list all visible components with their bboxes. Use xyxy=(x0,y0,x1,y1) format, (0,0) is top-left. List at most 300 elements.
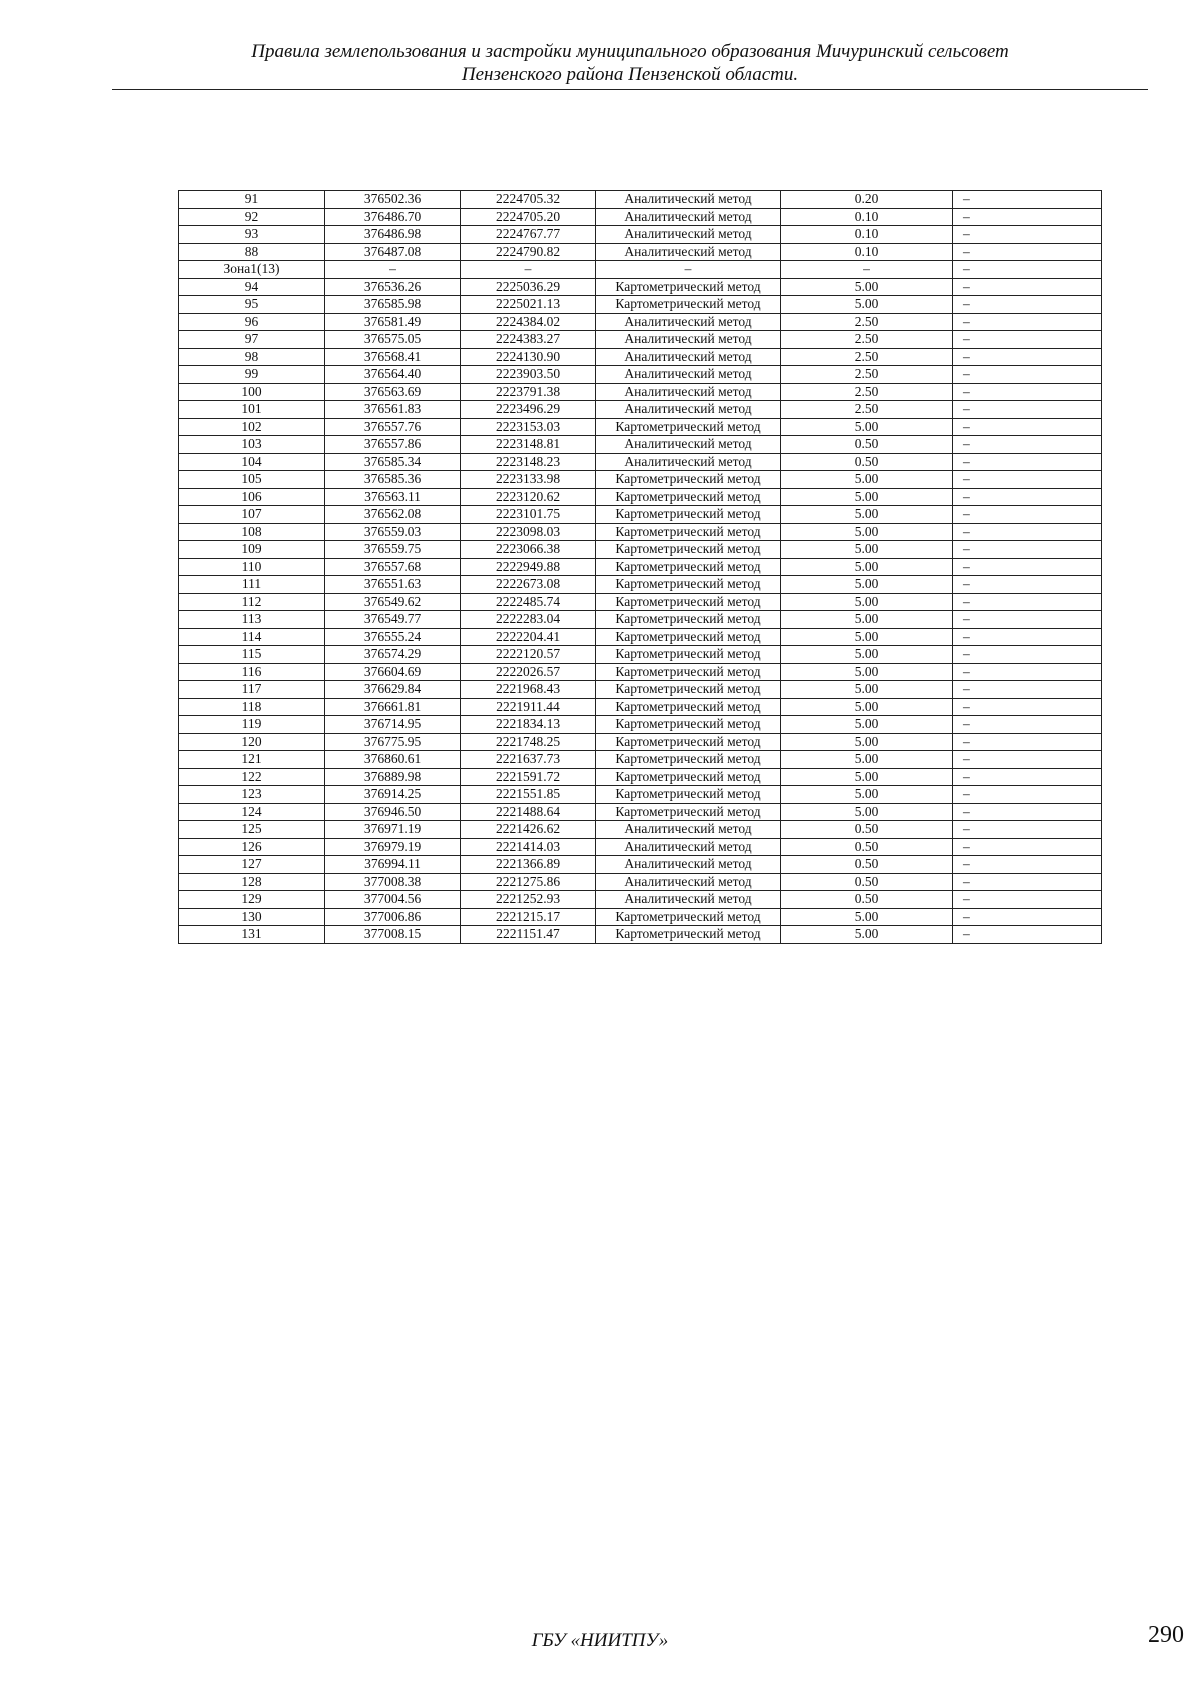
accuracy-cell: 5.00 xyxy=(781,751,953,769)
note-cell: – xyxy=(953,908,1102,926)
point-number-cell: 117 xyxy=(179,681,325,699)
accuracy-cell: 5.00 xyxy=(781,628,953,646)
x-coordinate-cell: 376979.19 xyxy=(325,838,461,856)
method-cell: Картометрический метод xyxy=(596,768,781,786)
accuracy-cell: 2.50 xyxy=(781,383,953,401)
x-coordinate-cell: 376559.03 xyxy=(325,523,461,541)
coordinates-table xyxy=(178,190,1102,944)
method-cell: Аналитический метод xyxy=(596,243,781,261)
y-coordinate-cell: 2221252.93 xyxy=(461,891,596,909)
x-coordinate-cell: 376561.83 xyxy=(325,401,461,419)
accuracy-cell: 0.50 xyxy=(781,891,953,909)
method-cell: Картометрический метод xyxy=(596,558,781,576)
method-cell: Картометрический метод xyxy=(596,593,781,611)
note-cell: – xyxy=(953,506,1102,524)
x-coordinate-cell: 377006.86 xyxy=(325,908,461,926)
point-number-cell: 121 xyxy=(179,751,325,769)
x-coordinate-cell: 376486.70 xyxy=(325,208,461,226)
accuracy-cell: 5.00 xyxy=(781,296,953,314)
note-cell: – xyxy=(953,366,1102,384)
table-row xyxy=(179,891,1102,909)
point-number-cell: 116 xyxy=(179,663,325,681)
x-coordinate-cell: 376629.84 xyxy=(325,681,461,699)
note-cell: – xyxy=(953,331,1102,349)
accuracy-cell: 5.00 xyxy=(781,418,953,436)
note-cell: – xyxy=(953,313,1102,331)
method-cell: Аналитический метод xyxy=(596,383,781,401)
table-row xyxy=(179,593,1102,611)
y-coordinate-cell: 2221414.03 xyxy=(461,838,596,856)
method-cell: Картометрический метод xyxy=(596,803,781,821)
y-coordinate-cell: 2223496.29 xyxy=(461,401,596,419)
y-coordinate-cell: 2221275.86 xyxy=(461,873,596,891)
x-coordinate-cell: 376775.95 xyxy=(325,733,461,751)
y-coordinate-cell: 2222673.08 xyxy=(461,576,596,594)
accuracy-cell: 0.10 xyxy=(781,243,953,261)
y-coordinate-cell: 2223148.23 xyxy=(461,453,596,471)
note-cell: – xyxy=(953,768,1102,786)
point-number-cell: 106 xyxy=(179,488,325,506)
method-cell: Аналитический метод xyxy=(596,366,781,384)
x-coordinate-cell: 376575.05 xyxy=(325,331,461,349)
point-number-cell: Зона1(13) xyxy=(179,261,325,279)
method-cell: Картометрический метод xyxy=(596,576,781,594)
accuracy-cell: 0.50 xyxy=(781,873,953,891)
point-number-cell: 123 xyxy=(179,786,325,804)
table-row xyxy=(179,401,1102,419)
point-number-cell: 111 xyxy=(179,576,325,594)
method-cell: Аналитический метод xyxy=(596,226,781,244)
point-number-cell: 94 xyxy=(179,278,325,296)
y-coordinate-cell: 2224130.90 xyxy=(461,348,596,366)
header-title-line1: Правила землепользования и застройки муниципального образования Мичуринский сельсовет xyxy=(251,41,1009,62)
x-coordinate-cell: 376562.08 xyxy=(325,506,461,524)
table-row xyxy=(179,261,1102,279)
point-number-cell: 124 xyxy=(179,803,325,821)
accuracy-cell: 5.00 xyxy=(781,663,953,681)
method-cell: Картометрический метод xyxy=(596,471,781,489)
x-coordinate-cell: 376551.63 xyxy=(325,576,461,594)
method-cell: Картометрический метод xyxy=(596,418,781,436)
point-number-cell: 95 xyxy=(179,296,325,314)
table-row xyxy=(179,663,1102,681)
y-coordinate-cell: 2222283.04 xyxy=(461,611,596,629)
accuracy-cell: 5.00 xyxy=(781,593,953,611)
accuracy-cell: 0.50 xyxy=(781,838,953,856)
table-row xyxy=(179,908,1102,926)
table-row xyxy=(179,191,1102,209)
note-cell: – xyxy=(953,208,1102,226)
table-row xyxy=(179,681,1102,699)
table-row xyxy=(179,646,1102,664)
y-coordinate-cell: 2221551.85 xyxy=(461,786,596,804)
accuracy-cell: 5.00 xyxy=(781,716,953,734)
y-coordinate-cell: 2221911.44 xyxy=(461,698,596,716)
x-coordinate-cell: 376714.95 xyxy=(325,716,461,734)
accuracy-cell: 0.20 xyxy=(781,191,953,209)
method-cell: Картометрический метод xyxy=(596,506,781,524)
point-number-cell: 127 xyxy=(179,856,325,874)
table-row xyxy=(179,541,1102,559)
accuracy-cell: 0.10 xyxy=(781,208,953,226)
y-coordinate-cell: 2223133.98 xyxy=(461,471,596,489)
x-coordinate-cell: 376502.36 xyxy=(325,191,461,209)
method-cell: Картометрический метод xyxy=(596,541,781,559)
table-row xyxy=(179,733,1102,751)
y-coordinate-cell: 2221215.17 xyxy=(461,908,596,926)
x-coordinate-cell: 376557.68 xyxy=(325,558,461,576)
x-coordinate-cell: 376563.11 xyxy=(325,488,461,506)
header-divider xyxy=(112,89,1148,90)
point-number-cell: 91 xyxy=(179,191,325,209)
note-cell: – xyxy=(953,418,1102,436)
note-cell: – xyxy=(953,611,1102,629)
x-coordinate-cell: 376557.76 xyxy=(325,418,461,436)
point-number-cell: 88 xyxy=(179,243,325,261)
y-coordinate-cell: 2223098.03 xyxy=(461,523,596,541)
accuracy-cell: 5.00 xyxy=(781,471,953,489)
table-row xyxy=(179,838,1102,856)
method-cell: Картометрический метод xyxy=(596,628,781,646)
x-coordinate-cell: 376574.29 xyxy=(325,646,461,664)
table-row xyxy=(179,243,1102,261)
accuracy-cell: 5.00 xyxy=(781,611,953,629)
accuracy-cell: – xyxy=(781,261,953,279)
point-number-cell: 114 xyxy=(179,628,325,646)
y-coordinate-cell: 2222204.41 xyxy=(461,628,596,646)
method-cell: Аналитический метод xyxy=(596,821,781,839)
note-cell: – xyxy=(953,383,1102,401)
note-cell: – xyxy=(953,873,1102,891)
table-row xyxy=(179,208,1102,226)
accuracy-cell: 5.00 xyxy=(781,803,953,821)
note-cell: – xyxy=(953,838,1102,856)
y-coordinate-cell: 2224705.20 xyxy=(461,208,596,226)
accuracy-cell: 5.00 xyxy=(781,488,953,506)
table-row xyxy=(179,506,1102,524)
x-coordinate-cell: – xyxy=(325,261,461,279)
table-row xyxy=(179,313,1102,331)
accuracy-cell: 0.50 xyxy=(781,856,953,874)
table-row xyxy=(179,348,1102,366)
note-cell: – xyxy=(953,628,1102,646)
accuracy-cell: 5.00 xyxy=(781,733,953,751)
x-coordinate-cell: 376555.24 xyxy=(325,628,461,646)
y-coordinate-cell: 2222949.88 xyxy=(461,558,596,576)
point-number-cell: 93 xyxy=(179,226,325,244)
note-cell: – xyxy=(953,786,1102,804)
note-cell: – xyxy=(953,751,1102,769)
point-number-cell: 130 xyxy=(179,908,325,926)
table-row xyxy=(179,226,1102,244)
method-cell: Аналитический метод xyxy=(596,313,781,331)
x-coordinate-cell: 376563.69 xyxy=(325,383,461,401)
method-cell: Аналитический метод xyxy=(596,453,781,471)
point-number-cell: 109 xyxy=(179,541,325,559)
y-coordinate-cell: 2224767.77 xyxy=(461,226,596,244)
note-cell: – xyxy=(953,891,1102,909)
table-row xyxy=(179,331,1102,349)
accuracy-cell: 0.50 xyxy=(781,436,953,454)
document-header xyxy=(112,40,1148,86)
x-coordinate-cell: 376568.41 xyxy=(325,348,461,366)
table-row xyxy=(179,383,1102,401)
point-number-cell: 128 xyxy=(179,873,325,891)
table-row xyxy=(179,523,1102,541)
table-row xyxy=(179,471,1102,489)
accuracy-cell: 5.00 xyxy=(781,558,953,576)
accuracy-cell: 2.50 xyxy=(781,331,953,349)
accuracy-cell: 5.00 xyxy=(781,698,953,716)
y-coordinate-cell: 2223903.50 xyxy=(461,366,596,384)
method-cell: Картометрический метод xyxy=(596,646,781,664)
accuracy-cell: 2.50 xyxy=(781,348,953,366)
y-coordinate-cell: 2221591.72 xyxy=(461,768,596,786)
method-cell: Аналитический метод xyxy=(596,856,781,874)
accuracy-cell: 5.00 xyxy=(781,908,953,926)
x-coordinate-cell: 376564.40 xyxy=(325,366,461,384)
table-row xyxy=(179,751,1102,769)
x-coordinate-cell: 376585.36 xyxy=(325,471,461,489)
y-coordinate-cell: 2224705.32 xyxy=(461,191,596,209)
point-number-cell: 92 xyxy=(179,208,325,226)
x-coordinate-cell: 376486.98 xyxy=(325,226,461,244)
x-coordinate-cell: 377008.15 xyxy=(325,926,461,944)
note-cell: – xyxy=(953,243,1102,261)
method-cell: Картометрический метод xyxy=(596,716,781,734)
note-cell: – xyxy=(953,523,1102,541)
point-number-cell: 101 xyxy=(179,401,325,419)
method-cell: Аналитический метод xyxy=(596,191,781,209)
y-coordinate-cell: 2223066.38 xyxy=(461,541,596,559)
accuracy-cell: 5.00 xyxy=(781,768,953,786)
accuracy-cell: 0.50 xyxy=(781,453,953,471)
note-cell: – xyxy=(953,681,1102,699)
point-number-cell: 126 xyxy=(179,838,325,856)
point-number-cell: 99 xyxy=(179,366,325,384)
note-cell: – xyxy=(953,488,1102,506)
point-number-cell: 115 xyxy=(179,646,325,664)
table-row xyxy=(179,821,1102,839)
table-row xyxy=(179,856,1102,874)
note-cell: – xyxy=(953,296,1102,314)
y-coordinate-cell: 2222485.74 xyxy=(461,593,596,611)
y-coordinate-cell: 2221426.62 xyxy=(461,821,596,839)
note-cell: – xyxy=(953,576,1102,594)
table-row xyxy=(179,786,1102,804)
accuracy-cell: 5.00 xyxy=(781,576,953,594)
table-row xyxy=(179,716,1102,734)
note-cell: – xyxy=(953,716,1102,734)
x-coordinate-cell: 376487.08 xyxy=(325,243,461,261)
note-cell: – xyxy=(953,541,1102,559)
accuracy-cell: 2.50 xyxy=(781,366,953,384)
point-number-cell: 100 xyxy=(179,383,325,401)
y-coordinate-cell: 2221968.43 xyxy=(461,681,596,699)
accuracy-cell: 2.50 xyxy=(781,401,953,419)
note-cell: – xyxy=(953,663,1102,681)
x-coordinate-cell: 376994.11 xyxy=(325,856,461,874)
table-row xyxy=(179,488,1102,506)
table-row xyxy=(179,628,1102,646)
point-number-cell: 103 xyxy=(179,436,325,454)
note-cell: – xyxy=(953,856,1102,874)
accuracy-cell: 5.00 xyxy=(781,646,953,664)
method-cell: Картометрический метод xyxy=(596,488,781,506)
note-cell: – xyxy=(953,453,1102,471)
note-cell: – xyxy=(953,821,1102,839)
x-coordinate-cell: 376549.62 xyxy=(325,593,461,611)
table-row xyxy=(179,698,1102,716)
method-cell: Картометрический метод xyxy=(596,698,781,716)
y-coordinate-cell: 2225021.13 xyxy=(461,296,596,314)
table-row xyxy=(179,611,1102,629)
method-cell: Аналитический метод xyxy=(596,838,781,856)
footer-organization: ГБУ «НИИТПУ» xyxy=(531,1630,669,1651)
note-cell: – xyxy=(953,803,1102,821)
y-coordinate-cell: 2221366.89 xyxy=(461,856,596,874)
point-number-cell: 122 xyxy=(179,768,325,786)
table-row xyxy=(179,453,1102,471)
point-number-cell: 108 xyxy=(179,523,325,541)
table-row xyxy=(179,366,1102,384)
note-cell: – xyxy=(953,733,1102,751)
note-cell: – xyxy=(953,436,1102,454)
table-row xyxy=(179,576,1102,594)
x-coordinate-cell: 376559.75 xyxy=(325,541,461,559)
y-coordinate-cell: 2225036.29 xyxy=(461,278,596,296)
coordinates-table-body xyxy=(179,191,1102,944)
point-number-cell: 102 xyxy=(179,418,325,436)
x-coordinate-cell: 377004.56 xyxy=(325,891,461,909)
y-coordinate-cell: 2223148.81 xyxy=(461,436,596,454)
table-row xyxy=(179,436,1102,454)
x-coordinate-cell: 376581.49 xyxy=(325,313,461,331)
accuracy-cell: 5.00 xyxy=(781,681,953,699)
x-coordinate-cell: 376661.81 xyxy=(325,698,461,716)
y-coordinate-cell: 2223153.03 xyxy=(461,418,596,436)
method-cell: Картометрический метод xyxy=(596,278,781,296)
accuracy-cell: 0.10 xyxy=(781,226,953,244)
x-coordinate-cell: 376557.86 xyxy=(325,436,461,454)
point-number-cell: 120 xyxy=(179,733,325,751)
method-cell: Картометрический метод xyxy=(596,751,781,769)
point-number-cell: 105 xyxy=(179,471,325,489)
note-cell: – xyxy=(953,278,1102,296)
table-row xyxy=(179,803,1102,821)
accuracy-cell: 5.00 xyxy=(781,541,953,559)
x-coordinate-cell: 376914.25 xyxy=(325,786,461,804)
method-cell: Картометрический метод xyxy=(596,786,781,804)
y-coordinate-cell: 2221637.73 xyxy=(461,751,596,769)
y-coordinate-cell: 2221834.13 xyxy=(461,716,596,734)
table-row xyxy=(179,296,1102,314)
x-coordinate-cell: 376604.69 xyxy=(325,663,461,681)
note-cell: – xyxy=(953,261,1102,279)
method-cell: Картометрический метод xyxy=(596,733,781,751)
y-coordinate-cell: 2222120.57 xyxy=(461,646,596,664)
method-cell: Аналитический метод xyxy=(596,401,781,419)
note-cell: – xyxy=(953,401,1102,419)
x-coordinate-cell: 376946.50 xyxy=(325,803,461,821)
note-cell: – xyxy=(953,558,1102,576)
y-coordinate-cell: 2223101.75 xyxy=(461,506,596,524)
y-coordinate-cell: 2224790.82 xyxy=(461,243,596,261)
x-coordinate-cell: 376585.34 xyxy=(325,453,461,471)
point-number-cell: 96 xyxy=(179,313,325,331)
point-number-cell: 125 xyxy=(179,821,325,839)
y-coordinate-cell: 2221151.47 xyxy=(461,926,596,944)
point-number-cell: 98 xyxy=(179,348,325,366)
method-cell: Картометрический метод xyxy=(596,663,781,681)
point-number-cell: 104 xyxy=(179,453,325,471)
accuracy-cell: 5.00 xyxy=(781,786,953,804)
y-coordinate-cell: 2223120.62 xyxy=(461,488,596,506)
x-coordinate-cell: 376536.26 xyxy=(325,278,461,296)
point-number-cell: 119 xyxy=(179,716,325,734)
note-cell: – xyxy=(953,226,1102,244)
point-number-cell: 110 xyxy=(179,558,325,576)
method-cell: Аналитический метод xyxy=(596,873,781,891)
note-cell: – xyxy=(953,191,1102,209)
note-cell: – xyxy=(953,698,1102,716)
note-cell: – xyxy=(953,926,1102,944)
note-cell: – xyxy=(953,593,1102,611)
method-cell: Картометрический метод xyxy=(596,681,781,699)
method-cell: Аналитический метод xyxy=(596,891,781,909)
table-row xyxy=(179,926,1102,944)
y-coordinate-cell: 2223791.38 xyxy=(461,383,596,401)
accuracy-cell: 5.00 xyxy=(781,523,953,541)
method-cell: – xyxy=(596,261,781,279)
table-row xyxy=(179,278,1102,296)
y-coordinate-cell: 2222026.57 xyxy=(461,663,596,681)
method-cell: Картометрический метод xyxy=(596,296,781,314)
table-row xyxy=(179,418,1102,436)
accuracy-cell: 5.00 xyxy=(781,278,953,296)
x-coordinate-cell: 376889.98 xyxy=(325,768,461,786)
y-coordinate-cell: 2224384.02 xyxy=(461,313,596,331)
method-cell: Картометрический метод xyxy=(596,926,781,944)
point-number-cell: 113 xyxy=(179,611,325,629)
x-coordinate-cell: 376971.19 xyxy=(325,821,461,839)
method-cell: Аналитический метод xyxy=(596,348,781,366)
y-coordinate-cell: 2224383.27 xyxy=(461,331,596,349)
table-row xyxy=(179,873,1102,891)
accuracy-cell: 0.50 xyxy=(781,821,953,839)
method-cell: Картометрический метод xyxy=(596,908,781,926)
x-coordinate-cell: 376585.98 xyxy=(325,296,461,314)
method-cell: Картометрический метод xyxy=(596,523,781,541)
note-cell: – xyxy=(953,348,1102,366)
note-cell: – xyxy=(953,646,1102,664)
page-number: 290 xyxy=(1148,1622,1184,1648)
point-number-cell: 131 xyxy=(179,926,325,944)
x-coordinate-cell: 377008.38 xyxy=(325,873,461,891)
point-number-cell: 112 xyxy=(179,593,325,611)
y-coordinate-cell: 2221488.64 xyxy=(461,803,596,821)
accuracy-cell: 5.00 xyxy=(781,506,953,524)
point-number-cell: 107 xyxy=(179,506,325,524)
point-number-cell: 129 xyxy=(179,891,325,909)
note-cell: – xyxy=(953,471,1102,489)
x-coordinate-cell: 376860.61 xyxy=(325,751,461,769)
header-title-line2: Пензенского района Пензенской области. xyxy=(461,64,799,85)
y-coordinate-cell: 2221748.25 xyxy=(461,733,596,751)
accuracy-cell: 2.50 xyxy=(781,313,953,331)
point-number-cell: 97 xyxy=(179,331,325,349)
accuracy-cell: 5.00 xyxy=(781,926,953,944)
